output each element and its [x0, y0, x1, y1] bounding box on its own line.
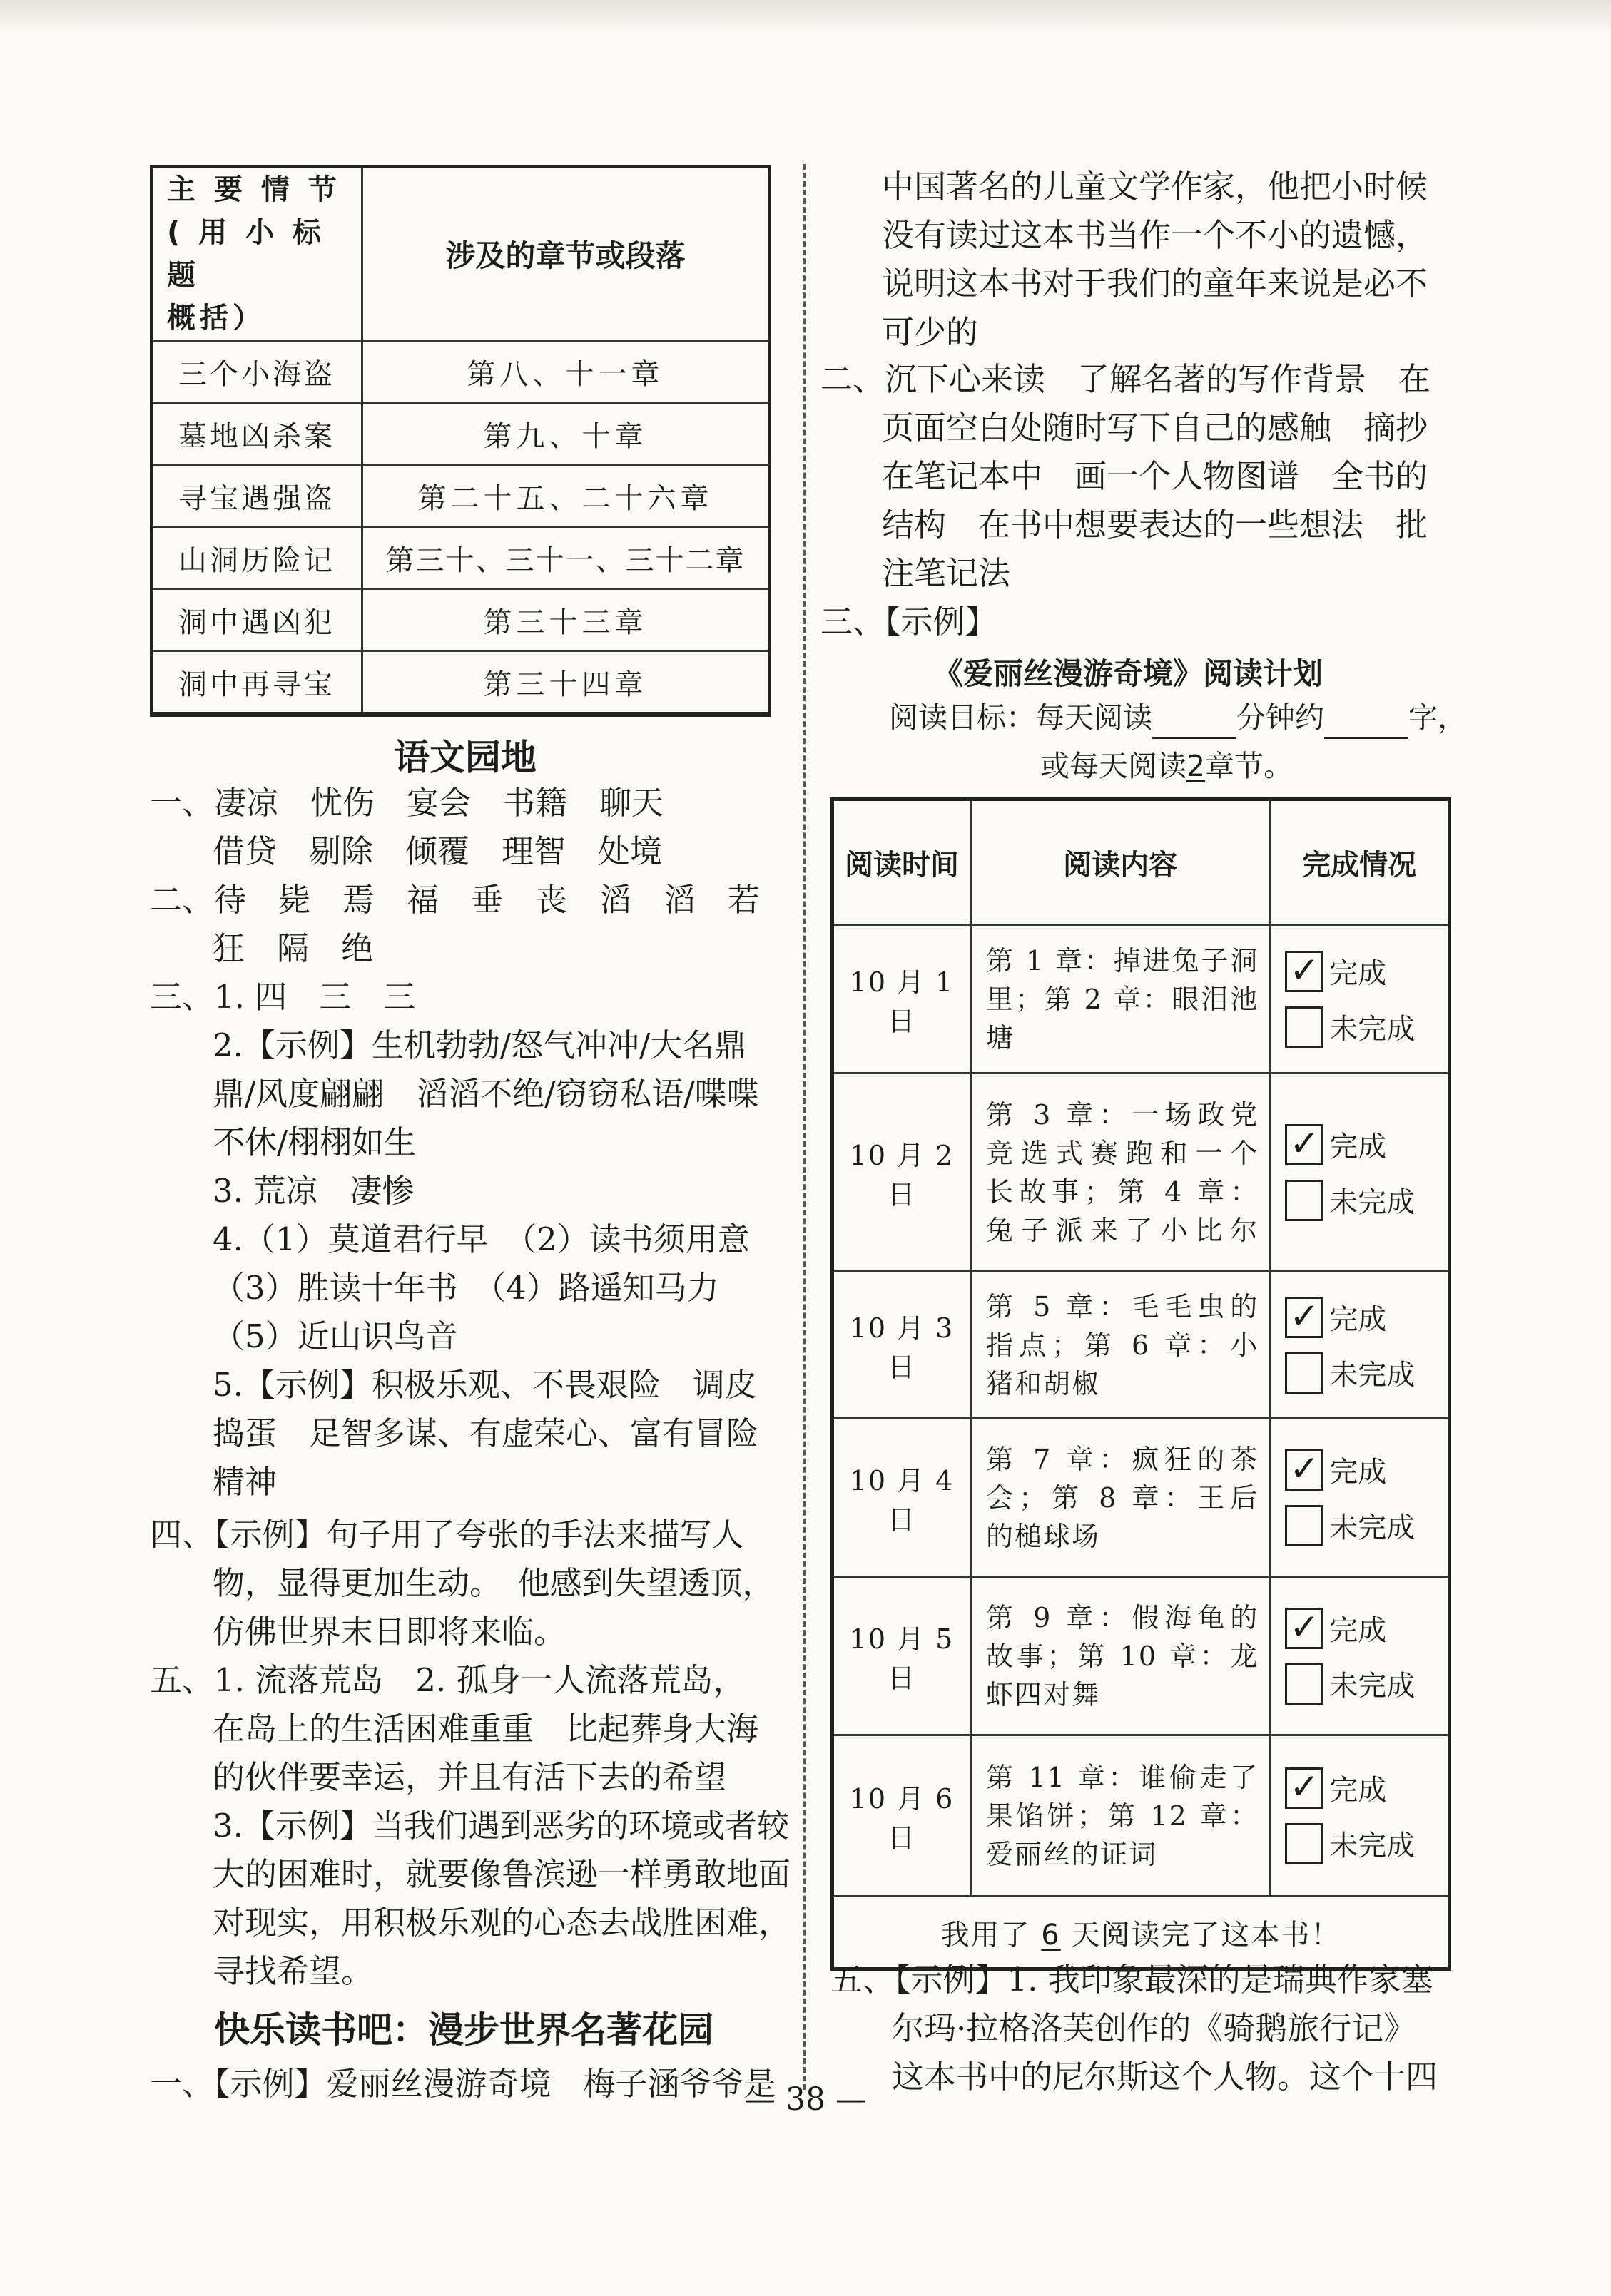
answer-line: 二、沉下心来读 了解名著的写作背景 在 — [820, 360, 1431, 398]
plan-content-line: 长故事；第 4 章： — [986, 1175, 1259, 1208]
table-row — [151, 527, 769, 589]
plan-content-line: 指点；第 6 章：小 — [986, 1329, 1259, 1361]
answer-line: 五、【示例】1. 我印象最深的是瑞典作家塞 — [830, 1961, 1433, 1999]
column-divider — [803, 164, 806, 2090]
done-label: 完成 — [1329, 1303, 1387, 1336]
answer-line: 物，显得更加生动。 他感到失望透顶， — [213, 1564, 775, 1602]
empty-checkbox-icon — [1285, 1505, 1323, 1546]
plan-status — [1270, 1577, 1450, 1735]
undone-option — [1285, 999, 1447, 1055]
goal2-suffix: 章节。 — [1205, 749, 1294, 783]
kuaile-title: 快乐读书吧：漫步世界名著花园 — [214, 2009, 713, 2051]
answer-line: 借贷 剔除 倾覆 理智 处境 — [213, 832, 663, 870]
undone-option — [1285, 1656, 1447, 1712]
done-option — [1285, 1290, 1447, 1345]
answer-line: （5）近山识鸟音 — [213, 1317, 458, 1355]
plan-content-line: 果馅饼；第 12 章： — [986, 1800, 1259, 1832]
plot-cell: 寻宝遇强盗 — [151, 465, 362, 527]
answer-line: 五、1. 流落荒岛 2. 孤身一人流落荒岛， — [150, 1661, 746, 1699]
goal-line-2 — [1040, 745, 1293, 787]
done-option — [1285, 1601, 1447, 1656]
plan-date: 10 月 5 日 — [833, 1577, 971, 1735]
plot-cell: 洞中再寻宝 — [151, 651, 362, 715]
undone-label: 未完成 — [1329, 1359, 1416, 1392]
table-row — [833, 1735, 1450, 1897]
plan-content-line: 爱丽丝的证词 — [986, 1838, 1158, 1870]
answer-line: 说明这本书对于我们的童年来说是必不 — [882, 265, 1428, 302]
goal2-value: 2 — [1186, 749, 1206, 783]
table-row — [833, 1419, 1450, 1577]
plan-header-status: 完成情况 — [1270, 800, 1450, 925]
answer-line: 鼎/风度翩翩 滔滔不绝/窃窃私语/喋喋 — [213, 1075, 759, 1113]
done-option — [1285, 1760, 1447, 1816]
plot-table — [150, 165, 771, 717]
answer-line: 4.（1）莫道君行早 （2）读书须用意 — [213, 1220, 750, 1258]
plot-cell: 三个小海盗 — [151, 341, 362, 403]
answer-line: 三、1. 四 三 三 — [150, 978, 416, 1016]
page-top-shade — [0, 0, 1611, 34]
chapter-cell: 第二十五、二十六章 — [362, 465, 770, 527]
plan-status — [1270, 1735, 1450, 1897]
plan-header-content: 阅读内容 — [971, 800, 1270, 925]
plot-table-header — [151, 167, 769, 341]
plan-date: 10 月 4 日 — [833, 1419, 971, 1577]
plan-content-line: 第 11 章：谁偷走了 — [986, 1761, 1259, 1793]
table-row — [151, 465, 769, 527]
plan-content-line: 第 5 章：毛毛虫的 — [986, 1290, 1259, 1322]
table-row — [833, 925, 1450, 1073]
undone-option — [1285, 1173, 1447, 1228]
undone-label: 未完成 — [1329, 1670, 1416, 1703]
plan-content-line: 兔子派来了小比尔 — [986, 1214, 1259, 1246]
answer-line: 页面空白处随时写下自己的感触 摘抄 — [882, 409, 1428, 447]
undone-label: 未完成 — [1329, 1830, 1416, 1862]
answer-line: 仿佛世界末日即将来临。 — [213, 1613, 566, 1650]
plan-content — [971, 1272, 1270, 1419]
answer-line: 寻找希望。 — [213, 1952, 374, 1990]
goal-prefix: 阅读目标：每天阅读 — [889, 700, 1152, 735]
undone-label: 未完成 — [1329, 1013, 1416, 1046]
answer-line: 二、待 毙 焉 福 垂 丧 滔 滔 若 — [150, 881, 761, 919]
undone-option — [1285, 1345, 1447, 1401]
chapter-cell: 第三十、三十一、三十二章 — [362, 527, 770, 589]
plan-date: 10 月 2 日 — [833, 1073, 971, 1272]
answer-line: 四、【示例】句子用了夸张的手法来描写人 — [150, 1516, 744, 1553]
table-row — [151, 651, 769, 715]
empty-checkbox-icon — [1285, 1352, 1323, 1394]
plan-content-line: 会；第 8 章：王后 — [986, 1481, 1259, 1514]
table-row — [151, 403, 769, 465]
plan-header-row — [833, 800, 1450, 925]
goal-line — [889, 696, 1467, 739]
plan-header-time: 阅读时间 — [833, 800, 971, 925]
done-option — [1285, 1442, 1447, 1498]
chapter-cell: 第八、十一章 — [362, 341, 770, 403]
done-label: 完成 — [1329, 1614, 1387, 1647]
footer-suffix: 天阅读完了这本书！ — [1071, 1918, 1341, 1951]
done-label: 完成 — [1329, 957, 1387, 990]
empty-checkbox-icon — [1285, 1006, 1323, 1048]
plan-content-line: 里；第 2 章：眼泪池 — [986, 983, 1259, 1015]
plot-header-col2: 涉及的章节或段落 — [362, 167, 770, 341]
plan-title: 《爱丽丝漫游奇境》阅读计划 — [933, 656, 1323, 691]
answer-line: 精神 — [213, 1463, 278, 1501]
answer-line: 对现实，用积极乐观的心态去战胜困难， — [213, 1904, 791, 1942]
answer-line: 不休/栩栩如生 — [213, 1123, 417, 1161]
table-row — [833, 1577, 1450, 1735]
check-icon: ✓ — [1285, 1767, 1323, 1809]
plan-content — [971, 1419, 1270, 1577]
check-icon: ✓ — [1285, 1449, 1323, 1491]
plot-header-col1 — [151, 167, 362, 341]
empty-checkbox-icon — [1285, 1663, 1323, 1705]
answer-line: 没有读过这本书当作一个不小的遗憾， — [882, 216, 1428, 254]
answer-line: 捣蛋 足智多谋、有虚荣心、富有冒险 — [213, 1414, 759, 1452]
plan-content-line: 故事；第 10 章：龙 — [986, 1640, 1259, 1672]
plan-content — [971, 1577, 1270, 1735]
done-option — [1285, 1117, 1447, 1173]
plan-content — [971, 1735, 1270, 1897]
plot-header-line: 概括） — [167, 302, 265, 335]
plan-status — [1270, 1073, 1450, 1272]
check-icon: ✓ — [1285, 1608, 1323, 1649]
plan-date: 10 月 6 日 — [833, 1735, 971, 1897]
footer-days-value: 6 — [1041, 1918, 1061, 1951]
plot-cell: 山洞历险记 — [151, 527, 362, 589]
check-icon: ✓ — [1285, 1124, 1323, 1165]
chapter-cell: 第三十四章 — [362, 651, 770, 715]
undone-option — [1285, 1498, 1447, 1553]
plan-content-line: 塘 — [986, 1021, 1015, 1053]
answer-line: 3. 荒凉 凄惨 — [213, 1172, 415, 1210]
footer-prefix: 我用了 — [940, 1918, 1031, 1951]
plan-date: 10 月 1 日 — [833, 925, 971, 1073]
goal2-prefix: 或每天阅读 — [1040, 749, 1186, 783]
plan-content-line: 虾四对舞 — [986, 1678, 1101, 1710]
table-row — [151, 589, 769, 651]
plot-cell: 洞中遇凶犯 — [151, 589, 362, 651]
answer-line: 结构 在书中想要表达的一些想法 批 — [882, 506, 1428, 544]
answer-line: 一、凄凉 忧伤 宴会 书籍 聊天 — [150, 784, 664, 822]
answer-line: 尔玛·拉格洛芙创作的《骑鹅旅行记》 — [892, 2009, 1416, 2047]
done-label: 完成 — [1329, 1131, 1387, 1163]
answer-line: 的伙伴要幸运，并且有活下去的希望 — [213, 1758, 727, 1796]
plot-header-line: ( 用 小 标 题 — [167, 216, 326, 292]
undone-label: 未完成 — [1329, 1186, 1416, 1219]
plan-content-line: 第 3 章：一场政党 — [986, 1098, 1259, 1131]
plan-content-line: 第 9 章：假海龟的 — [986, 1601, 1259, 1633]
answer-line: 注笔记法 — [882, 554, 1011, 592]
answer-line: 三、【示例】 — [820, 603, 997, 641]
plan-status — [1270, 1419, 1450, 1577]
answer-line: 在笔记本中 画一个人物图谱 全书的 — [882, 457, 1428, 495]
empty-checkbox-icon — [1285, 1180, 1323, 1221]
answer-line: 中国著名的儿童文学作家，他把小时候 — [882, 168, 1428, 205]
answer-line: 3.【示例】当我们遇到恶劣的环境或者较 — [213, 1807, 789, 1845]
answer-line: 这本书中的尼尔斯这个人物。这个十四 — [892, 2058, 1438, 2096]
done-label: 完成 — [1329, 1456, 1387, 1489]
answer-line: 狂 隔 绝 — [213, 929, 374, 967]
chapter-cell: 第九、十章 — [362, 403, 770, 465]
reading-plan-table — [830, 797, 1451, 1971]
plot-header-line: 主 要 情 节 — [167, 173, 341, 206]
answer-line: 一、【示例】爱丽丝漫游奇境 梅子涵爷爷是 — [150, 2065, 776, 2103]
answer-line: 2.【示例】生机勃勃/怒气冲冲/大名鼎 — [213, 1026, 747, 1064]
plan-content — [971, 1073, 1270, 1272]
done-option — [1285, 944, 1447, 999]
goal-blank-minutes — [1152, 708, 1236, 739]
answer-line: 大的困难时，就要像鲁滨逊一样勇敢地面 — [213, 1855, 791, 1893]
check-icon: ✓ — [1285, 1297, 1323, 1338]
table-row — [151, 341, 769, 403]
answer-line: 5.【示例】积极乐观、不畏艰险 调皮 — [213, 1366, 757, 1404]
check-icon: ✓ — [1285, 951, 1323, 992]
answer-line: 在岛上的生活困难重重 比起葬身大海 — [213, 1710, 759, 1747]
plan-date: 10 月 3 日 — [833, 1272, 971, 1419]
plan-content — [971, 925, 1270, 1073]
yuwen-title: 语文园地 — [394, 737, 537, 778]
goal-mid: 分钟约 — [1236, 700, 1324, 735]
chapter-cell: 第三十三章 — [362, 589, 770, 651]
empty-checkbox-icon — [1285, 1823, 1323, 1864]
undone-label: 未完成 — [1329, 1511, 1416, 1544]
plan-content-line: 猪和胡椒 — [986, 1367, 1101, 1399]
plan-status — [1270, 1272, 1450, 1419]
plan-content-line: 第 1 章：掉进兔子洞 — [986, 944, 1259, 976]
undone-option — [1285, 1816, 1447, 1872]
page-number: — 38 — — [744, 2081, 867, 2118]
goal-suffix: 字， — [1408, 700, 1467, 735]
goal-blank-words — [1324, 708, 1408, 739]
plan-status — [1270, 925, 1450, 1073]
done-label: 完成 — [1329, 1774, 1387, 1807]
table-row — [833, 1073, 1450, 1272]
plot-cell: 墓地凶杀案 — [151, 403, 362, 465]
plan-content-line: 第 7 章：疯狂的茶 — [986, 1443, 1259, 1475]
plan-content-line: 竞选式赛跑和一个 — [986, 1137, 1259, 1169]
answer-line: 可少的 — [882, 313, 979, 351]
plan-content-line: 的槌球场 — [986, 1520, 1101, 1552]
table-row — [833, 1272, 1450, 1419]
answer-line: （3）胜读十年书 （4）路遥知马力 — [213, 1269, 719, 1307]
